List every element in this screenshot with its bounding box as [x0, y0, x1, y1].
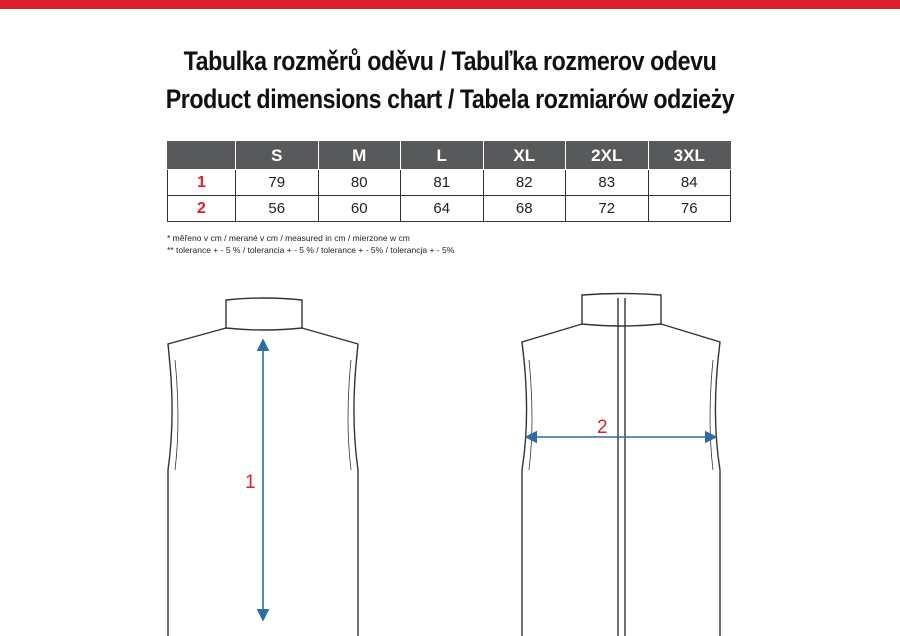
- table-cell: 81: [401, 170, 484, 196]
- size-header-empty: [168, 142, 236, 170]
- measurement-label-1: 1: [245, 472, 256, 493]
- table-cell: 60: [318, 196, 401, 222]
- table-row: [168, 170, 731, 196]
- size-header-2xl: 2XL: [566, 142, 649, 170]
- size-header-l: L: [401, 142, 484, 170]
- table-cell: 82: [483, 170, 566, 196]
- size-header-m: M: [318, 142, 401, 170]
- table-row: [168, 196, 731, 222]
- row-label-2: 2: [168, 196, 236, 222]
- top-accent-bar: [0, 0, 900, 9]
- table-cell: 56: [236, 196, 319, 222]
- size-table-header-row: [168, 142, 731, 170]
- table-cell: 76: [648, 196, 731, 222]
- table-cell: 64: [401, 196, 484, 222]
- size-header-3xl: 3XL: [648, 142, 731, 170]
- measurement-label-2: 2: [597, 417, 608, 438]
- table-cell: 80: [318, 170, 401, 196]
- page-title-line-1: Tabulka rozměrů oděvu / Tabuľka rozmerov odevu: [183, 46, 717, 76]
- note-measured: * měřeno v cm / merané v cm / measured in cm / mierzone w cm: [167, 233, 410, 243]
- note-tolerance: ** tolerance + - 5 % / tolerancia + - 5 % / tolerance + - 5% / tolerancja + - 5%: [167, 245, 455, 255]
- page-title-line-2: Product dimensions chart / Tabela rozmiarów odzieży: [165, 84, 735, 114]
- table-cell: 72: [566, 196, 649, 222]
- size-header-xl: XL: [483, 142, 566, 170]
- measurement-notes: [167, 232, 454, 256]
- garment-diagrams: [0, 280, 900, 636]
- row-label-1: 1: [168, 170, 236, 196]
- size-header-s: S: [236, 142, 319, 170]
- size-table: [167, 141, 731, 222]
- table-cell: 84: [648, 170, 731, 196]
- vest-front-drawing: [522, 294, 720, 636]
- table-cell: 83: [566, 170, 649, 196]
- table-cell: 68: [483, 196, 566, 222]
- table-cell: 79: [236, 170, 319, 196]
